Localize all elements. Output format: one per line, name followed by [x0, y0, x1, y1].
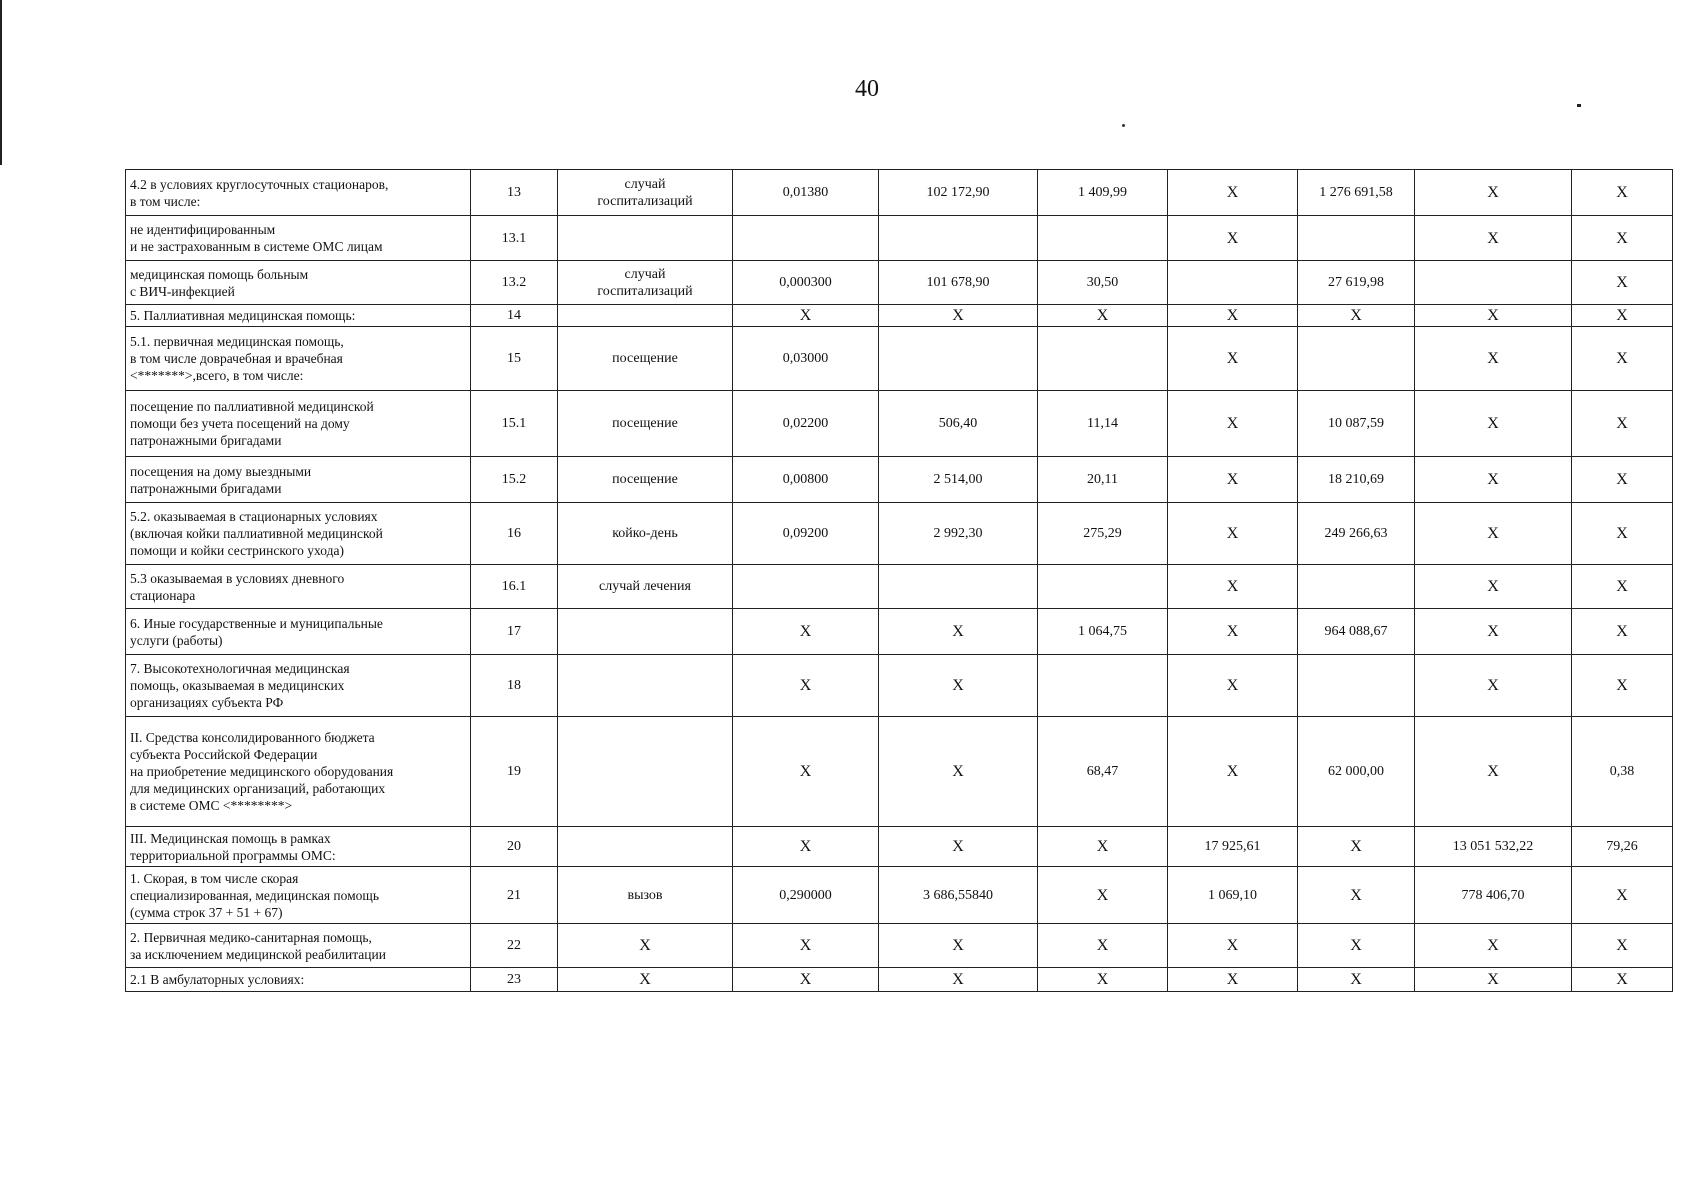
- row-name-cell: 5.1. первичная медицинская помощь, в том числе доврачебная и врачебная <*******>,всего, в том числе:: [126, 327, 471, 391]
- row-name-cell: 2.1 В амбулаторных условиях:: [126, 968, 471, 992]
- unit-cell: [558, 216, 733, 261]
- value-cell: X: [879, 924, 1038, 968]
- value-cell: 1 064,75: [1038, 609, 1168, 655]
- table-row: [126, 609, 1673, 655]
- value-cell: X: [1415, 457, 1572, 503]
- value-cell: X: [1572, 565, 1673, 609]
- line-number-cell: 22: [471, 924, 558, 968]
- row-name-cell: 6. Иные государственные и муниципальные услуги (работы): [126, 609, 471, 655]
- value-cell: 13 051 532,22: [1415, 827, 1572, 867]
- value-cell: [879, 216, 1038, 261]
- value-cell: 964 088,67: [1298, 609, 1415, 655]
- unit-cell: койко-день: [558, 503, 733, 565]
- value-cell: [1038, 216, 1168, 261]
- table-row: [126, 327, 1673, 391]
- table-row: [126, 261, 1673, 305]
- scan-speck: [1122, 124, 1125, 127]
- value-cell: X: [1415, 503, 1572, 565]
- value-cell: X: [1415, 305, 1572, 327]
- value-cell: 102 172,90: [879, 170, 1038, 216]
- value-cell: 0,000300: [733, 261, 879, 305]
- value-cell: X: [1572, 655, 1673, 717]
- value-cell: X: [1415, 968, 1572, 992]
- value-cell: 20,11: [1038, 457, 1168, 503]
- value-cell: X: [1415, 609, 1572, 655]
- value-cell: X: [1572, 216, 1673, 261]
- value-cell: X: [1168, 170, 1298, 216]
- value-cell: [733, 216, 879, 261]
- value-cell: 275,29: [1038, 503, 1168, 565]
- value-cell: X: [1572, 170, 1673, 216]
- value-cell: X: [1415, 655, 1572, 717]
- value-cell: X: [733, 924, 879, 968]
- value-cell: X: [733, 717, 879, 827]
- value-cell: X: [733, 827, 879, 867]
- unit-cell: [558, 305, 733, 327]
- line-number-cell: 23: [471, 968, 558, 992]
- value-cell: X: [1572, 924, 1673, 968]
- value-cell: [1298, 216, 1415, 261]
- row-name-cell: 5. Паллиативная медицинская помощь:: [126, 305, 471, 327]
- line-number-cell: 18: [471, 655, 558, 717]
- value-cell: 0,38: [1572, 717, 1673, 827]
- value-cell: X: [879, 655, 1038, 717]
- value-cell: [1168, 261, 1298, 305]
- unit-cell: посещение: [558, 327, 733, 391]
- table-row: [126, 924, 1673, 968]
- table-row: [126, 565, 1673, 609]
- row-name-cell: медицинская помощь больным с ВИЧ-инфекцией: [126, 261, 471, 305]
- value-cell: X: [1298, 924, 1415, 968]
- value-cell: 0,03000: [733, 327, 879, 391]
- value-cell: 0,290000: [733, 867, 879, 924]
- table-row: [126, 170, 1673, 216]
- value-cell: X: [1572, 391, 1673, 457]
- value-cell: 506,40: [879, 391, 1038, 457]
- value-cell: [1298, 655, 1415, 717]
- value-cell: X: [1298, 968, 1415, 992]
- value-cell: 30,50: [1038, 261, 1168, 305]
- row-name-cell: II. Средства консолидированного бюджета субъекта Российской Федерации на приобретение медицинского оборудования для медицинских организаций, работающих в системе ОМС <********>: [126, 717, 471, 827]
- value-cell: X: [733, 655, 879, 717]
- value-cell: X: [879, 827, 1038, 867]
- unit-cell: X: [558, 924, 733, 968]
- value-cell: X: [733, 968, 879, 992]
- unit-cell: [558, 827, 733, 867]
- line-number-cell: 16: [471, 503, 558, 565]
- table-row: [126, 827, 1673, 867]
- value-cell: 2 514,00: [879, 457, 1038, 503]
- value-cell: X: [1168, 216, 1298, 261]
- row-name-cell: посещения на дому выездными патронажными бригадами: [126, 457, 471, 503]
- scan-speck: [1577, 104, 1581, 107]
- value-cell: 3 686,55840: [879, 867, 1038, 924]
- value-cell: X: [879, 717, 1038, 827]
- value-cell: 1 276 691,58: [1298, 170, 1415, 216]
- unit-cell: случай лечения: [558, 565, 733, 609]
- value-cell: X: [1168, 968, 1298, 992]
- value-cell: X: [1572, 457, 1673, 503]
- value-cell: [1298, 565, 1415, 609]
- value-cell: X: [1168, 457, 1298, 503]
- value-cell: X: [1298, 827, 1415, 867]
- row-name-cell: не идентифицированным и не застрахованным в системе ОМС лицам: [126, 216, 471, 261]
- table-row: [126, 655, 1673, 717]
- value-cell: 27 619,98: [1298, 261, 1415, 305]
- financing-table: [125, 169, 1673, 992]
- line-number-cell: 13.2: [471, 261, 558, 305]
- value-cell: X: [1038, 968, 1168, 992]
- value-cell: X: [1415, 327, 1572, 391]
- value-cell: 249 266,63: [1298, 503, 1415, 565]
- value-cell: X: [1168, 565, 1298, 609]
- unit-cell: случай госпитализаций: [558, 261, 733, 305]
- row-name-cell: 2. Первичная медико-санитарная помощь, за исключением медицинской реабилитации: [126, 924, 471, 968]
- value-cell: 0,02200: [733, 391, 879, 457]
- line-number-cell: 13.1: [471, 216, 558, 261]
- value-cell: X: [1168, 655, 1298, 717]
- value-cell: X: [1168, 609, 1298, 655]
- table-row: [126, 503, 1673, 565]
- value-cell: X: [1572, 327, 1673, 391]
- row-name-cell: 5.3 оказываемая в условиях дневного стационара: [126, 565, 471, 609]
- value-cell: X: [1298, 867, 1415, 924]
- value-cell: 0,01380: [733, 170, 879, 216]
- line-number-cell: 19: [471, 717, 558, 827]
- line-number-cell: 15.1: [471, 391, 558, 457]
- value-cell: 79,26: [1572, 827, 1673, 867]
- value-cell: 11,14: [1038, 391, 1168, 457]
- value-cell: 101 678,90: [879, 261, 1038, 305]
- value-cell: 10 087,59: [1298, 391, 1415, 457]
- unit-cell: [558, 717, 733, 827]
- value-cell: X: [1168, 503, 1298, 565]
- value-cell: X: [1415, 924, 1572, 968]
- value-cell: X: [1572, 305, 1673, 327]
- value-cell: X: [1415, 216, 1572, 261]
- unit-cell: X: [558, 968, 733, 992]
- value-cell: X: [1168, 305, 1298, 327]
- value-cell: 18 210,69: [1298, 457, 1415, 503]
- value-cell: X: [1168, 391, 1298, 457]
- value-cell: X: [1168, 717, 1298, 827]
- value-cell: X: [733, 305, 879, 327]
- row-name-cell: посещение по паллиативной медицинской помощи без учета посещений на дому патронажными бригадами: [126, 391, 471, 457]
- value-cell: X: [1298, 305, 1415, 327]
- value-cell: X: [1415, 170, 1572, 216]
- value-cell: X: [1415, 717, 1572, 827]
- table-row: [126, 216, 1673, 261]
- line-number-cell: 15.2: [471, 457, 558, 503]
- line-number-cell: 14: [471, 305, 558, 327]
- value-cell: X: [1572, 503, 1673, 565]
- line-number-cell: 16.1: [471, 565, 558, 609]
- value-cell: X: [1415, 565, 1572, 609]
- unit-cell: посещение: [558, 391, 733, 457]
- value-cell: X: [1038, 305, 1168, 327]
- value-cell: 68,47: [1038, 717, 1168, 827]
- table-row: [126, 457, 1673, 503]
- value-cell: X: [879, 609, 1038, 655]
- table-row: [126, 305, 1673, 327]
- value-cell: X: [1038, 827, 1168, 867]
- row-name-cell: 4.2 в условиях круглосуточных стационаров, в том числе:: [126, 170, 471, 216]
- value-cell: X: [1038, 924, 1168, 968]
- value-cell: 778 406,70: [1415, 867, 1572, 924]
- value-cell: 0,09200: [733, 503, 879, 565]
- row-name-cell: 1. Скорая, в том числе скорая специализированная, медицинская помощь (сумма строк 37 + 51 + 67): [126, 867, 471, 924]
- value-cell: [1415, 261, 1572, 305]
- value-cell: X: [1168, 327, 1298, 391]
- value-cell: [879, 327, 1038, 391]
- unit-cell: посещение: [558, 457, 733, 503]
- value-cell: [1038, 655, 1168, 717]
- table-row: [126, 968, 1673, 992]
- value-cell: X: [1415, 391, 1572, 457]
- value-cell: [1298, 327, 1415, 391]
- row-name-cell: 7. Высокотехнологичная медицинская помощь, оказываемая в медицинских организациях субъекта РФ: [126, 655, 471, 717]
- table-row: [126, 867, 1673, 924]
- value-cell: 2 992,30: [879, 503, 1038, 565]
- row-name-cell: 5.2. оказываемая в стационарных условиях (включая койки паллиативной медицинской помощи и койки сестринского ухода): [126, 503, 471, 565]
- line-number-cell: 17: [471, 609, 558, 655]
- value-cell: [879, 565, 1038, 609]
- line-number-cell: 15: [471, 327, 558, 391]
- value-cell: X: [1038, 867, 1168, 924]
- unit-cell: случай госпитализаций: [558, 170, 733, 216]
- value-cell: 1 069,10: [1168, 867, 1298, 924]
- line-number-cell: 13: [471, 170, 558, 216]
- table-row: [126, 391, 1673, 457]
- table-row: [126, 717, 1673, 827]
- value-cell: X: [1572, 261, 1673, 305]
- value-cell: 1 409,99: [1038, 170, 1168, 216]
- value-cell: [1038, 565, 1168, 609]
- unit-cell: вызов: [558, 867, 733, 924]
- value-cell: 17 925,61: [1168, 827, 1298, 867]
- value-cell: [733, 565, 879, 609]
- value-cell: 0,00800: [733, 457, 879, 503]
- line-number-cell: 20: [471, 827, 558, 867]
- unit-cell: [558, 655, 733, 717]
- value-cell: [1038, 327, 1168, 391]
- value-cell: X: [1572, 867, 1673, 924]
- value-cell: X: [733, 609, 879, 655]
- value-cell: X: [1168, 924, 1298, 968]
- value-cell: X: [879, 305, 1038, 327]
- value-cell: 62 000,00: [1298, 717, 1415, 827]
- row-name-cell: III. Медицинская помощь в рамках территориальной программы ОМС:: [126, 827, 471, 867]
- value-cell: X: [1572, 609, 1673, 655]
- value-cell: X: [1572, 968, 1673, 992]
- unit-cell: [558, 609, 733, 655]
- value-cell: X: [879, 968, 1038, 992]
- line-number-cell: 21: [471, 867, 558, 924]
- page-number: 40: [855, 76, 879, 102]
